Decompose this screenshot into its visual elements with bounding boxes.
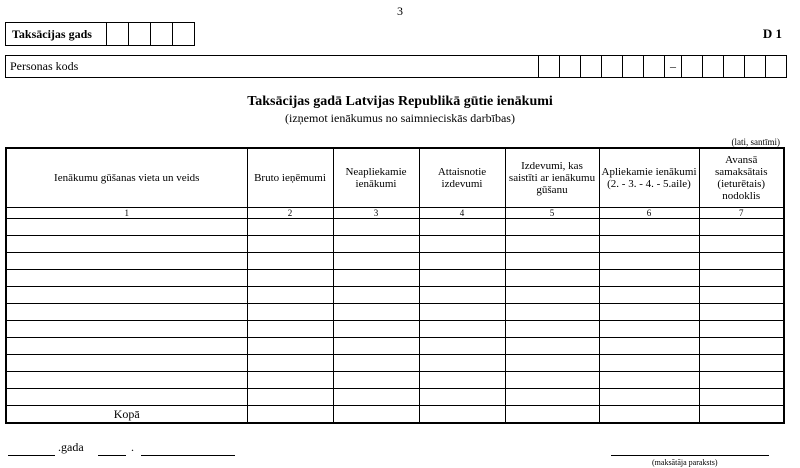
personal-code-digit-box[interactable] [580,56,601,77]
income-cell[interactable] [333,389,419,406]
income-row [6,338,784,355]
column-number: 5 [505,208,599,219]
income-cell[interactable] [699,270,784,287]
income-cell[interactable] [505,219,599,236]
income-cell[interactable] [599,389,699,406]
tax-year-label: Taksācijas gads [6,23,107,45]
month-field[interactable] [141,441,235,456]
personal-code-digit-box[interactable] [538,56,559,77]
income-cell[interactable] [333,355,419,372]
column-header: Attaisnotie izdevumi [419,148,505,208]
income-cell[interactable] [419,389,505,406]
income-cell[interactable] [599,253,699,270]
income-cell[interactable] [6,219,247,236]
signature-caption: (maksātāja paraksts) [652,458,718,467]
income-cell[interactable] [333,253,419,270]
income-cell[interactable] [333,287,419,304]
income-cell[interactable] [6,355,247,372]
tax-year-digit-box[interactable] [129,23,151,45]
income-row [6,287,784,304]
income-cell[interactable] [419,219,505,236]
income-cell[interactable] [333,236,419,253]
signature-field[interactable] [611,441,769,456]
income-cell[interactable] [419,236,505,253]
column-header: Ienākumu gūšanas vieta un veids [6,148,247,208]
income-row [6,270,784,287]
income-cell[interactable] [6,287,247,304]
personal-code-digit-box[interactable] [702,56,723,77]
income-cell[interactable] [505,287,599,304]
income-cell[interactable] [6,253,247,270]
personal-code-digit-box[interactable] [622,56,643,77]
income-cell[interactable] [6,389,247,406]
total-cell[interactable] [333,406,419,424]
month-day-field[interactable] [98,441,126,456]
income-cell[interactable] [419,304,505,321]
personal-code-digit-box[interactable] [559,56,580,77]
income-cell[interactable] [247,389,333,406]
income-cell[interactable] [699,219,784,236]
income-cell[interactable] [699,304,784,321]
tax-year-digit-box[interactable] [107,23,129,45]
income-cell[interactable] [699,372,784,389]
income-cell[interactable] [247,253,333,270]
income-cell[interactable] [599,355,699,372]
income-row [6,321,784,338]
column-number: 4 [419,208,505,219]
income-cell[interactable] [6,236,247,253]
column-number: 2 [247,208,333,219]
income-cell[interactable] [419,321,505,338]
total-row [6,406,784,424]
income-cell[interactable] [699,355,784,372]
total-cell[interactable] [699,406,784,424]
personal-code-field [5,55,787,78]
income-cell[interactable] [247,287,333,304]
income-cell[interactable] [333,321,419,338]
tax-year-digit-box[interactable] [173,23,194,45]
income-cell[interactable] [505,338,599,355]
personal-code-dash: – [664,56,681,77]
column-number: 6 [599,208,699,219]
section-title: Taksācijas gadā Latvijas Republikā gūtie ienākumi [247,94,553,109]
income-cell[interactable] [505,236,599,253]
income-cell[interactable] [599,219,699,236]
income-cell[interactable] [247,355,333,372]
income-cell[interactable] [333,338,419,355]
personal-code-digit-box[interactable] [681,56,702,77]
income-row [6,304,784,321]
income-cell[interactable] [599,236,699,253]
income-cell[interactable] [599,321,699,338]
date-dot: . [131,440,134,454]
income-cell[interactable] [247,270,333,287]
income-row [6,372,784,389]
day-field[interactable] [8,441,55,456]
income-cell[interactable] [505,304,599,321]
personal-code-digit-box[interactable] [744,56,765,77]
column-number: 7 [699,208,784,219]
income-cell[interactable] [599,270,699,287]
income-cell[interactable] [419,253,505,270]
income-cell[interactable] [333,219,419,236]
income-cell[interactable] [699,321,784,338]
income-row [6,355,784,372]
personal-code-digit-box[interactable] [723,56,744,77]
income-row [6,219,784,236]
income-cell[interactable] [333,270,419,287]
income-cell[interactable] [247,304,333,321]
income-cell[interactable] [419,270,505,287]
income-cell[interactable] [599,304,699,321]
form-code: D 1 [762,26,782,41]
income-cell[interactable] [419,287,505,304]
income-cell[interactable] [699,287,784,304]
income-cell[interactable] [419,372,505,389]
income-cell[interactable] [505,389,599,406]
personal-code-digit-box[interactable] [601,56,622,77]
income-cell[interactable] [333,372,419,389]
column-header: Apliekamie ienākumi (2. - 3. - 4. - 5.aile) [599,148,699,208]
income-cell[interactable] [505,253,599,270]
section-subtitle: (izņemot ienākumus no saimnieciskās darbības) [285,111,515,125]
income-cell[interactable] [6,304,247,321]
income-cell[interactable] [6,338,247,355]
income-cell[interactable] [247,219,333,236]
income-cell[interactable] [599,338,699,355]
income-table [5,147,785,424]
personal-code-digit-box[interactable] [643,56,664,77]
column-header: Izdevumi, kas saistīti ar ienākumu gūšanu [505,148,599,208]
income-cell[interactable] [505,321,599,338]
income-cell[interactable] [333,304,419,321]
income-cell[interactable] [247,321,333,338]
units-note: (lati, santīmi) [731,137,780,147]
column-number-row [6,208,784,219]
total-cell[interactable] [599,406,699,424]
income-cell[interactable] [505,270,599,287]
income-cell[interactable] [505,355,599,372]
tax-year-digit-box[interactable] [151,23,173,45]
tax-year-field [5,22,195,46]
income-row [6,236,784,253]
column-header: Neapliekamie ienākumi [333,148,419,208]
income-cell[interactable] [419,355,505,372]
income-cell[interactable] [699,236,784,253]
total-cell[interactable] [419,406,505,424]
column-header: Avansā samaksātais (ieturētais) nodoklis [699,148,784,208]
personal-code-label: Personas kods [10,59,79,73]
income-cell[interactable] [599,287,699,304]
income-cell[interactable] [6,270,247,287]
page-number: 3 [397,4,403,18]
total-label: Kopā [6,406,247,424]
income-cell[interactable] [505,372,599,389]
total-cell[interactable] [505,406,599,424]
income-cell[interactable] [247,236,333,253]
income-cell[interactable] [6,372,247,389]
income-cell[interactable] [699,389,784,406]
personal-code-digit-box[interactable] [765,56,786,77]
column-number: 1 [6,208,247,219]
income-cell[interactable] [699,338,784,355]
income-cell[interactable] [699,253,784,270]
column-number: 3 [333,208,419,219]
year-suffix: .gada [58,440,84,454]
income-row [6,389,784,406]
column-header: Bruto ieņēmumi [247,148,333,208]
income-cell[interactable] [247,372,333,389]
income-cell[interactable] [419,338,505,355]
income-cell[interactable] [247,338,333,355]
total-cell[interactable] [247,406,333,424]
income-cell[interactable] [6,321,247,338]
income-cell[interactable] [599,372,699,389]
income-row [6,253,784,270]
